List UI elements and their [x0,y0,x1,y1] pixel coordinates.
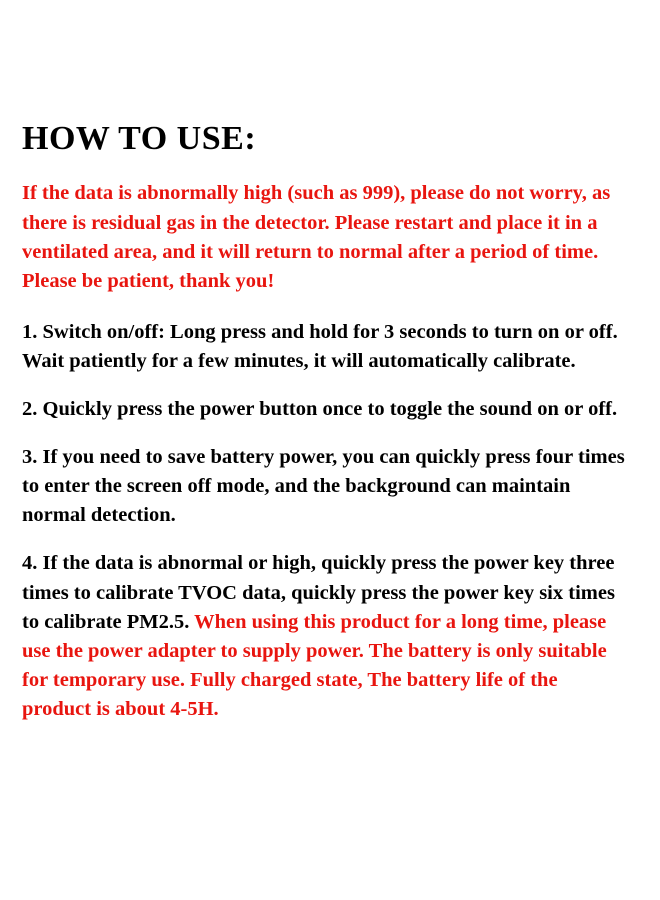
instruction-step-1: 1. Switch on/off: Long press and hold for 3 seconds to turn on or off. Wait patiently for a few minutes, it will automatically calibrate. [22,320,618,372]
instruction-step-2: 2. Quickly press the power button once to toggle the sound on or off. [22,398,618,421]
page-title: HOW TO USE: [22,120,257,157]
instruction-step-4-primary: 4. If the data is abnormal or high, quickly press the power key three times to calibrate TVOC data, quickly press the power key six times to calibrate PM2.5. [22,552,615,633]
instruction-step-4 [22,549,630,724]
instruction-step-4-note: When using this product for a long time, please use the power adapter to supply power. The battery is only suitable for temporary use. Fully charged state, The battery life of the product is about 4-5H. [22,610,607,721]
instruction-step-3: 3. If you need to save battery power, you can quickly press four times to enter the screen off mode, and the background can maintain normal detection. [22,446,625,527]
warning-paragraph: If the data is abnormally high (such as 999), please do not worry, as there is residual gas in the detector. Please restart and place it in a ventilated area, and it will return to normal after a period of time. Please be patient, thank you! [22,182,611,292]
